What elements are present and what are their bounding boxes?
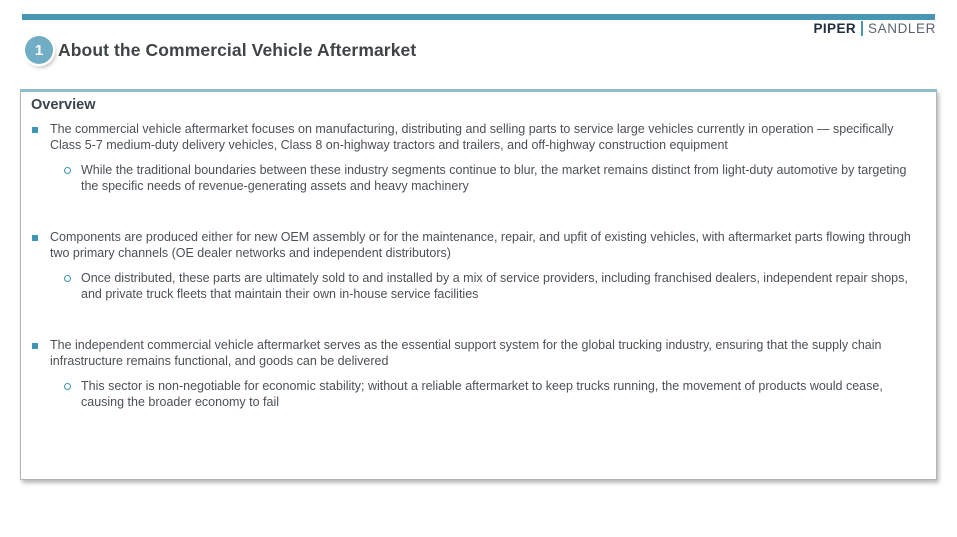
square-bullet-icon [32, 235, 38, 241]
bullet-item [31, 122, 926, 153]
sub-bullet-text: Once distributed, these parts are ultimately sold to and installed by a mix of service providers, including franchised dealers, independent repair shops, and private truck fleets that maintain their own in-house service facilities [81, 271, 908, 301]
sub-bullet-item [31, 379, 926, 410]
section-number: 1 [34, 41, 44, 59]
section-number-badge [25, 36, 53, 64]
slide-title: About the Commercial Vehicle Aftermarket [58, 40, 417, 60]
bullet-text: The commercial vehicle aftermarket focuses on manufacturing, distributing and selling parts to service large vehicles currently in operation — specifically Class 5-7 medium-duty delivery vehicles, Class 8 on-highway tractors and trailers, and off-highway construction equipment [50, 122, 894, 152]
sub-bullet-item [31, 163, 926, 194]
square-bullet-icon [32, 343, 38, 349]
piper-sandler-logo [814, 20, 937, 36]
top-accent-bar [22, 14, 935, 20]
logo-divider [861, 21, 863, 36]
bullet-item [31, 338, 926, 369]
bullet-text: The independent commercial vehicle aftermarket serves as the essential support system for the global trucking industry, ensuring that the supply chain infrastructure remains functional, and goods can be delivered [50, 338, 882, 368]
logo-sandler-text: SANDLER [868, 20, 936, 36]
overview-panel [20, 89, 937, 480]
bullet-text: Components are produced either for new OEM assembly or for the maintenance, repair, and upfit of existing vehicles, with aftermarket parts flowing through two primary channels (OE dealer networks and independent distributors) [50, 230, 911, 260]
circle-bullet-icon [64, 383, 71, 390]
circle-bullet-icon [64, 275, 71, 282]
sub-bullet-item [31, 271, 926, 302]
circle-bullet-icon [64, 167, 71, 174]
sub-bullet-text: While the traditional boundaries between these industry segments continue to blur, the market remains distinct from light-duty automotive by targeting the specific needs of revenue-generating assets and heavy machinery [81, 163, 907, 193]
sub-bullet-text: This sector is non-negotiable for economic stability; without a reliable aftermarket to keep trucks running, the movement of products would cease, causing the broader economy to fail [81, 379, 883, 409]
logo-piper-text: PIPER [813, 20, 857, 36]
bullet-item [31, 230, 926, 261]
overview-heading: Overview [31, 97, 96, 113]
square-bullet-icon [32, 127, 38, 133]
